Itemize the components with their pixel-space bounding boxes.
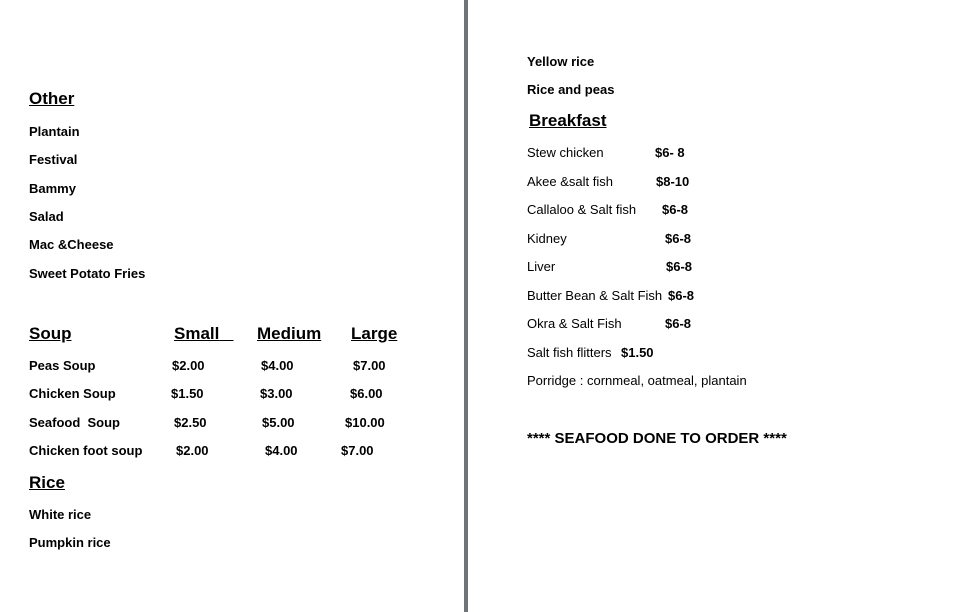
breakfast-item-price: $6-8: [665, 231, 692, 246]
porridge-line: Porridge : cornmeal, oatmeal, plantain: [527, 373, 747, 388]
rice-heading: Rice: [29, 473, 65, 492]
page-divider: [464, 0, 468, 612]
soup-column-medium: Medium: [257, 324, 322, 343]
breakfast-item-name: Salt fish flitters: [527, 345, 612, 360]
soup-row-large: $10.00: [345, 415, 385, 430]
breakfast-item-price: $6-8: [668, 288, 695, 303]
seafood-notice: **** SEAFOOD DONE TO ORDER ****: [527, 430, 787, 447]
soup-row-medium: $4.00: [265, 443, 298, 458]
breakfast-item-name: Okra & Salt Fish: [527, 316, 622, 331]
soup-row-name: Chicken foot soup: [29, 443, 143, 458]
rice-item: Yellow rice: [527, 54, 595, 69]
soup-row-large: $6.00: [350, 386, 383, 401]
soup-row-name: Chicken Soup: [29, 386, 116, 401]
rice-item: Pumpkin rice: [29, 535, 111, 550]
soup-row-small: $2.50: [174, 415, 207, 430]
breakfast-item-price: $1.50: [621, 345, 654, 360]
rice-item: White rice: [29, 507, 92, 522]
breakfast-item-name: Kidney: [527, 231, 567, 246]
soup-row-large: $7.00: [341, 443, 374, 458]
soup-row-small: $2.00: [172, 358, 205, 373]
breakfast-item-price: $6-8: [662, 202, 689, 217]
breakfast-item-price: $6-8: [665, 316, 692, 331]
soup-row-large: $7.00: [353, 358, 386, 373]
other-item: Festival: [29, 152, 78, 167]
soup-row-medium: $3.00: [260, 386, 293, 401]
breakfast-item-name: Stew chicken: [527, 145, 604, 160]
soup-row-name: Peas Soup: [29, 358, 96, 373]
breakfast-item-price: $8-10: [656, 174, 690, 189]
soup-row-medium: $5.00: [262, 415, 295, 430]
breakfast-heading: Breakfast: [529, 111, 607, 130]
breakfast-item-name: Butter Bean & Salt Fish: [527, 288, 663, 303]
soup-row-small: $2.00: [176, 443, 209, 458]
soup-row-small: $1.50: [171, 386, 204, 401]
breakfast-item-name: Akee &salt fish: [527, 174, 613, 189]
soup-column-small: Small: [174, 324, 220, 343]
other-item: Bammy: [29, 181, 76, 196]
soup-column-large: Large: [351, 324, 398, 343]
breakfast-item-price: $6- 8: [655, 145, 685, 160]
soup-row-name: Seafood Soup: [29, 415, 120, 430]
soup-heading: Soup: [29, 324, 72, 343]
soup-row-medium: $4.00: [261, 358, 294, 373]
other-item: Mac &Cheese: [29, 237, 114, 252]
other-item: Salad: [29, 209, 64, 224]
other-item: Sweet Potato Fries: [29, 266, 146, 281]
rice-item: Rice and peas: [527, 82, 615, 97]
other-heading: Other: [29, 89, 75, 108]
other-item: Plantain: [29, 124, 80, 139]
breakfast-item-price: $6-8: [666, 259, 693, 274]
breakfast-item-name: Callaloo & Salt fish: [527, 202, 637, 217]
breakfast-item-name: Liver: [527, 259, 556, 274]
